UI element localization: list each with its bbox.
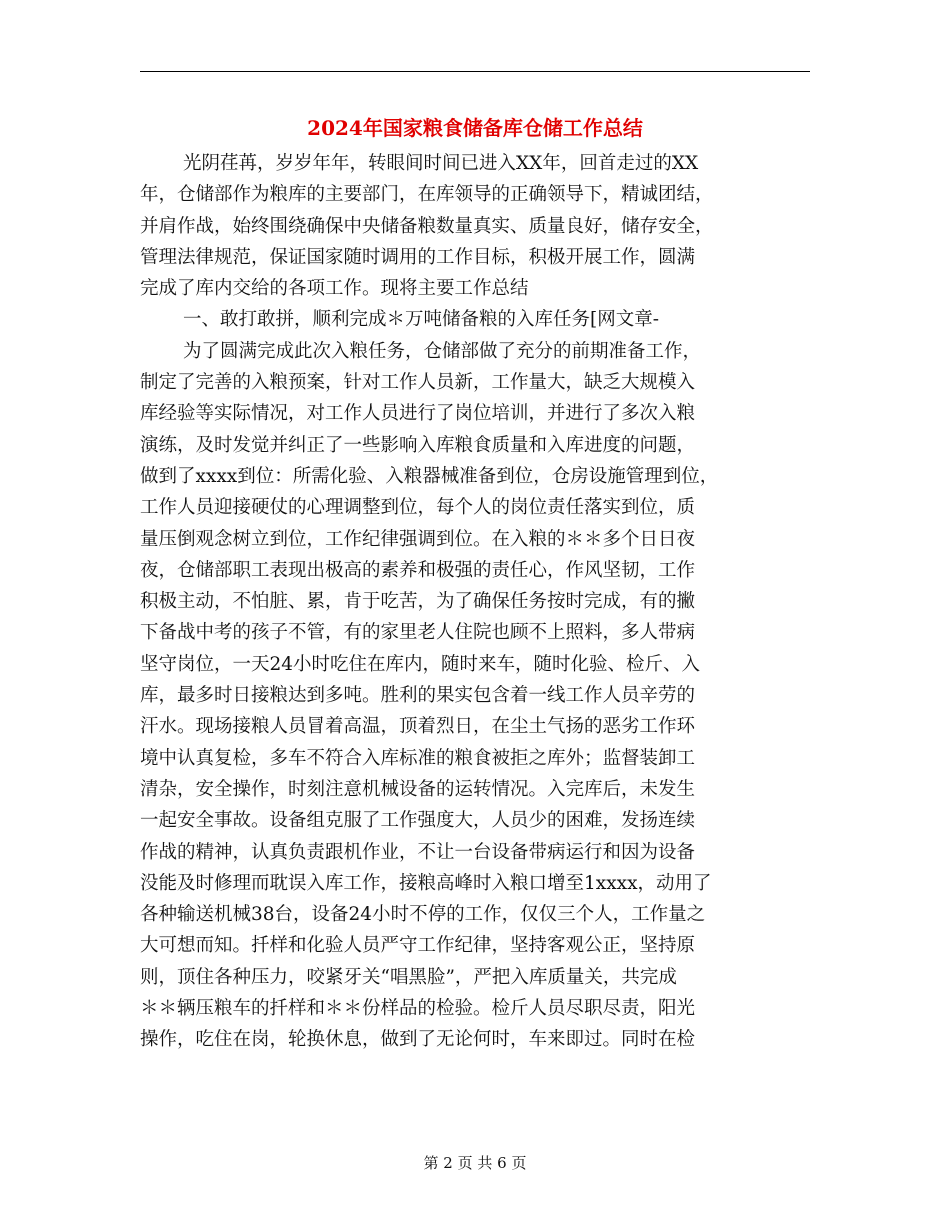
text-line: 并肩作战，始终围绕确保中央储备粮数量真实、质量良好，储存安全， — [140, 215, 714, 237]
text-line: 制定了完善的入粮预案，针对工作人员新，工作量大，缺乏大规模入 — [140, 372, 696, 394]
text-line: 汗水。现场接粮人员冒着高温，顶着烈日，在尘土气扬的恶劣工作环 — [140, 716, 696, 738]
text-line: 没能及时修理而耽误入库工作，接粮高峰时入粮口增至1xxxx，动用了 — [140, 872, 712, 894]
text-line: 则，顶住各种压力，咬紧牙关“唱黑脸”，严把入库质量关，共完成 — [140, 966, 677, 988]
text-line: 库，最多时日接粮达到多吨。胜利的果实包含着一线工作人员辛劳的 — [140, 685, 696, 707]
text-line: 下备战中考的孩子不管，有的家里老人住院也顾不上照料，多人带病 — [140, 622, 696, 644]
text-line: 操作，吃住在岗，轮换休息，做到了无论何时，车来即过。同时在检 — [140, 1029, 696, 1051]
text-line: 库经验等实际情况，对工作人员进行了岗位培训，并进行了多次入粮 — [140, 403, 696, 425]
document-body — [140, 148, 812, 1056]
text-line: 夜，仓储部职工表现出极高的素养和极强的责任心，作风坚韧，工作 — [140, 559, 696, 581]
text-line: 光阴荏苒，岁岁年年，转眼间时间已进入XX年，回首走过的XX — [183, 153, 699, 174]
text-line: 一起安全事故。设备组克服了工作强度大，人员少的困难，发扬连续 — [140, 810, 696, 832]
text-line: ＊＊辆压粮车的扦样和＊＊份样品的检验。检斤人员尽职尽责，阳光 — [140, 998, 696, 1020]
text-line: 做到了xxxx到位：所需化验、入粮器械准备到位，仓房设施管理到位， — [140, 465, 719, 487]
text-line: 清杂，安全操作，时刻注意机械设备的运转情况。入完库后，未发生 — [140, 778, 696, 800]
document-title: 2024年国家粮食储备库仓储工作总结 — [307, 116, 643, 140]
text-line: 演练，及时发觉并纠正了一些影响入库粮食质量和入库进度的问题， — [140, 434, 696, 456]
text-line: 作战的精神，认真负责跟机作业，不让一台设备带病运行和因为设备 — [140, 841, 696, 863]
text-line: 完成了库内交给的各项工作。现将主要工作总结 — [140, 278, 529, 300]
text-line: 积极主动，不怕脏、累，肯于吃苦，为了确保任务按时完成，有的撇 — [140, 591, 696, 613]
text-line: 量压倒观念树立到位，工作纪律强调到位。在入粮的＊＊多个日日夜 — [140, 528, 696, 550]
text-line: 工作人员迎接硬仗的心理调整到位，每个人的岗位责任落实到位，质 — [140, 497, 696, 519]
text-line: 各种输送机械38台，设备24小时不停的工作，仅仅三个人，工作量之 — [140, 904, 706, 926]
section-heading: 一、敢打敢拼，顺利完成＊万吨储备粮的入库任务[网文章- — [183, 309, 659, 331]
text-line: 年，仓储部作为粮库的主要部门，在库领导的正确领导下，精诚团结， — [140, 184, 714, 206]
text-line: 境中认真复检，多车不符合入库标准的粮食被拒之库外；监督装卸工 — [140, 747, 696, 769]
text-line: 坚守岗位，一天24小时吃住在库内，随时来车，随时化验、检斤、入 — [140, 653, 701, 675]
text-line: 为了圆满完成此次入粮任务，仓储部做了充分的前期准备工作， — [183, 340, 702, 362]
header-rule — [140, 71, 810, 72]
text-line: 管理法律规范，保证国家随时调用的工作目标，积极开展工作，圆满 — [140, 246, 696, 268]
page-footer: 第 2 页 共 6 页 — [423, 1154, 527, 1172]
text-line: 大可想而知。扦样和化验人员严守工作纪律，坚持客观公正，坚持原 — [140, 935, 696, 957]
